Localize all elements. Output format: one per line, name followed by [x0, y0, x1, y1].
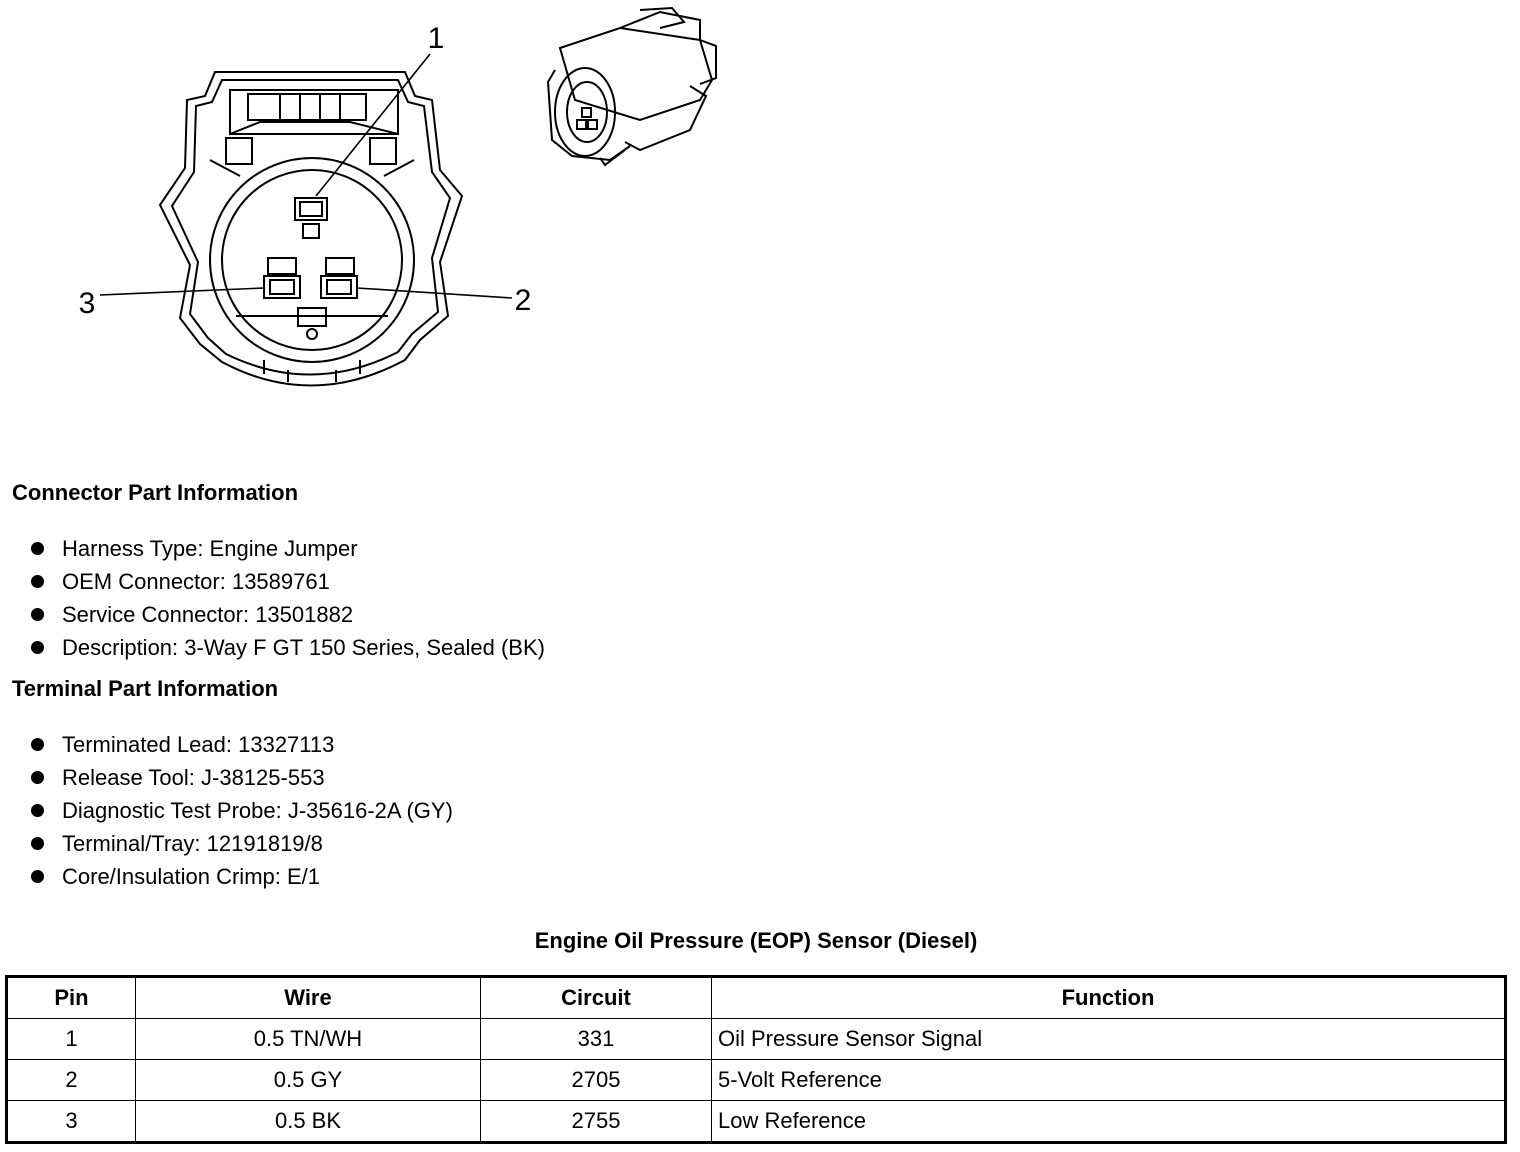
table-row	[7, 1019, 1506, 1060]
column-header-pin: Pin	[7, 977, 136, 1019]
list-item: Release Tool: J-38125-553	[28, 761, 453, 794]
table-row	[7, 1060, 1506, 1101]
circuit-cell: 331	[481, 1019, 712, 1060]
terminal-cavity-3	[264, 258, 300, 298]
column-header-circuit: Circuit	[481, 977, 712, 1019]
function-cell: 5-Volt Reference	[712, 1060, 1506, 1101]
bullet-icon	[31, 575, 44, 588]
wire-cell: 0.5 GY	[136, 1060, 481, 1101]
bullet-icon	[31, 542, 44, 555]
list-item: Harness Type: Engine Jumper	[28, 532, 545, 565]
bullet-icon	[31, 608, 44, 621]
pin-label-3: 3	[78, 287, 96, 320]
circuit-cell: 2755	[481, 1101, 712, 1143]
bullet-icon	[31, 771, 44, 784]
table-row	[7, 1101, 1506, 1143]
pin-cell: 2	[7, 1060, 136, 1101]
bullet-icon	[31, 804, 44, 817]
function-cell: Low Reference	[712, 1101, 1506, 1143]
terminal-cavity-1	[295, 198, 327, 238]
wire-cell: 0.5 TN/WH	[136, 1019, 481, 1060]
connector-diagram	[0, 0, 760, 470]
column-header-function: Function	[712, 977, 1506, 1019]
list-item: Terminal/Tray: 12191819/8	[28, 827, 453, 860]
pin-label-2: 2	[514, 284, 532, 317]
bullet-icon	[31, 837, 44, 850]
list-item: Core/Insulation Crimp: E/1	[28, 860, 453, 893]
bullet-icon	[31, 641, 44, 654]
list-item: Description: 3-Way F GT 150 Series, Sealed (BK)	[28, 631, 545, 664]
terminal-cavity-2	[321, 258, 357, 298]
list-item: Diagnostic Test Probe: J-35616-2A (GY)	[28, 794, 453, 827]
terminal-info-heading: Terminal Part Information	[12, 676, 279, 701]
connector-info-list	[28, 532, 545, 664]
list-item: Terminated Lead: 13327113	[28, 728, 453, 761]
connector-info-heading: Connector Part Information	[12, 480, 299, 505]
function-cell: Oil Pressure Sensor Signal	[712, 1019, 1506, 1060]
pin-cell: 3	[7, 1101, 136, 1143]
column-header-wire: Wire	[136, 977, 481, 1019]
list-item: Service Connector: 13501882	[28, 598, 545, 631]
bullet-icon	[31, 738, 44, 751]
table-title: Engine Oil Pressure (EOP) Sensor (Diesel)	[534, 928, 978, 953]
list-item: OEM Connector: 13589761	[28, 565, 545, 598]
pin-table	[5, 975, 1507, 1144]
circuit-cell: 2705	[481, 1060, 712, 1101]
connector-isometric-view	[548, 8, 716, 165]
pin-cell: 1	[7, 1019, 136, 1060]
terminal-info-list	[28, 728, 453, 893]
table-header-row	[7, 977, 1506, 1019]
wire-cell: 0.5 BK	[136, 1101, 481, 1143]
pin-label-1: 1	[427, 22, 445, 55]
bullet-icon	[31, 870, 44, 883]
